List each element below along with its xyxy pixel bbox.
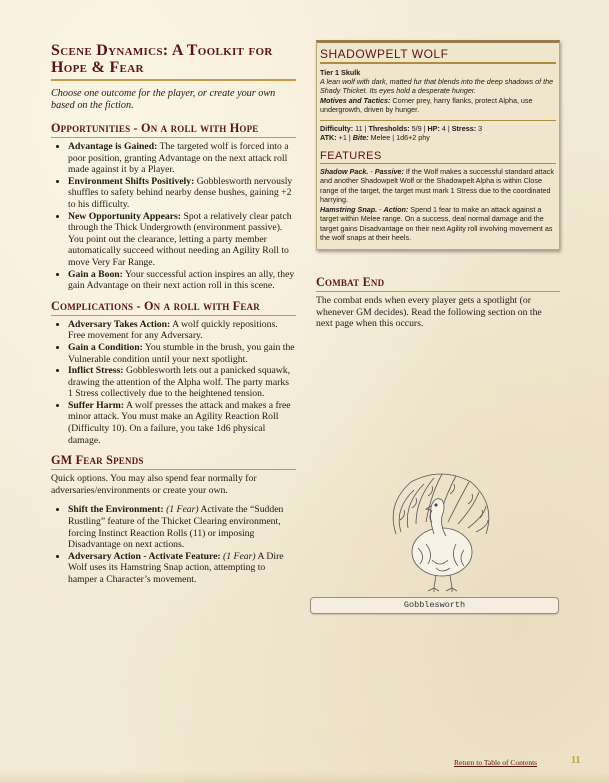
feature-text: Spend 1 fear to make an attack against a target within Melee range. On a success, deal normal damage and the target gains Disadvantage on their next Agility roll involving movement as the wolf snaps at their heels. bbox=[320, 204, 553, 243]
section-divider bbox=[51, 469, 296, 470]
turkey-illustration bbox=[376, 464, 506, 594]
weapon-label: Bite: bbox=[352, 132, 369, 142]
section-divider bbox=[316, 291, 560, 292]
list-item bbox=[68, 504, 296, 550]
features-heading: FEATURES bbox=[320, 149, 382, 162]
item-title: Suffer Harm: bbox=[68, 399, 125, 411]
gm-fear-intro: Quick options. You may also spend fear normally for adversaries/environments or create your own. bbox=[51, 473, 257, 496]
statblock-name: SHADOWPELT WOLF bbox=[320, 47, 449, 61]
list-item bbox=[68, 400, 296, 446]
item-cost: (1 Fear) bbox=[163, 504, 199, 516]
item-text: Activate the “Sudden Rustling” feature of the Thicket Clearing environment, forcing Instinct Reaction Rolls (11) or imposing Disadvantage on next actions. bbox=[68, 504, 284, 551]
figure-caption: Gobblesworth bbox=[310, 597, 559, 614]
title-divider bbox=[51, 79, 296, 81]
feature-sep: - bbox=[368, 166, 375, 176]
weapon-value: Melee | 1d6+2 phy bbox=[368, 132, 430, 142]
motives-text: Corner prey, harry flanks, protect Alpha, use undergrowth, driven by hunger. bbox=[320, 95, 533, 114]
hp-value: 4 | bbox=[439, 123, 452, 133]
motives-label: Motives and Tactics: bbox=[320, 95, 391, 105]
hp-label: HP: bbox=[427, 123, 440, 133]
item-title: Adversary Takes Action: bbox=[68, 318, 171, 330]
statblock-description: A lean wolf with dark, matted fur that blends into the deep shadows of the Shady Thicket. Its eyes hold a desperate hunger. bbox=[320, 76, 554, 95]
intro-text: Choose one outcome for the player, or create your own based on the fiction. bbox=[51, 88, 276, 111]
item-title: Advantage is Gained: bbox=[68, 141, 158, 152]
feature-name: Shadow Pack. bbox=[320, 166, 369, 176]
list-item bbox=[68, 365, 296, 400]
opportunities-heading: Opportunities - On a roll with Hope bbox=[51, 121, 259, 135]
item-title: Gain a Boon: bbox=[68, 268, 123, 280]
complications-heading: Complications - On a roll with Fear bbox=[51, 298, 260, 313]
item-text: Spot a relatively clear patch through the Thick Undergrowth (environment passive). You point out the clearance, letting a party member automatically succeed without needing an Agility Roll to move Very Far Range. bbox=[68, 210, 292, 268]
item-text: A wolf presses the attack and makes a free minor attack. You must make an Agility Reaction Roll (Difficulty 10). On a failure, you take 1d6 physical damage. bbox=[68, 399, 291, 446]
combat-end-section bbox=[316, 276, 560, 330]
list-item bbox=[68, 551, 296, 586]
section-divider bbox=[51, 137, 296, 138]
list-item bbox=[68, 141, 296, 176]
item-title: Shift the Environment: bbox=[68, 504, 164, 516]
item-text: A Dire Wolf uses its Hamstring Snap action, attempting to hamper a Character’s movement. bbox=[68, 550, 284, 585]
item-cost: (1 Fear) bbox=[220, 550, 256, 562]
gm-fear-list bbox=[51, 504, 296, 585]
atk-label: ATK: bbox=[320, 132, 337, 142]
item-title: Adversary Action - Activate Feature: bbox=[68, 550, 221, 562]
combat-end-heading: Combat End bbox=[316, 274, 385, 289]
statblock bbox=[316, 40, 560, 250]
table-of-contents-link[interactable]: Return to Table of Contents bbox=[454, 758, 538, 767]
thresholds-label: Thresholds: bbox=[368, 123, 410, 133]
item-title: Inflict Stress: bbox=[68, 365, 124, 377]
item-title: Gain a Condition: bbox=[68, 341, 143, 353]
feature-item bbox=[320, 167, 556, 205]
item-text: You stumble in the brush, you gain the Vulnerable condition until your next spotlight. bbox=[68, 341, 295, 365]
feature-kind: Passive: bbox=[374, 166, 404, 176]
difficulty-label: Difficulty: bbox=[320, 123, 354, 133]
stress-value: 3 bbox=[476, 123, 483, 133]
list-item bbox=[68, 176, 296, 211]
feature-item bbox=[320, 205, 556, 243]
complications-list bbox=[51, 319, 296, 447]
feature-sep: - bbox=[377, 204, 384, 214]
turkey-icon bbox=[376, 464, 506, 594]
section-divider bbox=[51, 315, 296, 316]
stress-label: Stress: bbox=[451, 123, 477, 133]
list-item bbox=[68, 342, 296, 365]
statblock-tier: Tier 1 Skulk bbox=[320, 67, 361, 77]
list-item bbox=[68, 319, 296, 342]
list-item bbox=[68, 211, 296, 269]
difficulty-value: 11 | bbox=[353, 123, 369, 133]
page-title: Scene Dynamics: A Toolkit for Hope & Fear bbox=[51, 42, 273, 76]
item-text: Gobblesworth lets out a panicked squawk, drawing the attention of the Alpha wolf. The party marks 1 Stress collectively due to the heightened tension. bbox=[68, 365, 291, 400]
feature-text: If the Wolf makes a successful standard attack and another Shadowpelt Wolf or the Shadowpelt Alpha is within Close range of the target, the target must mark 1 Stress due to the coordinated harrying. bbox=[320, 166, 554, 205]
thresholds-value: 5/9 | bbox=[409, 123, 428, 133]
feature-kind: Action: bbox=[383, 204, 409, 214]
opportunities-list bbox=[51, 141, 296, 292]
item-title: Environment Shifts Positively: bbox=[68, 175, 195, 187]
item-title: New Opportunity Appears: bbox=[68, 210, 182, 222]
item-text: A wolf quickly repositions. Free movement for any Adversary. bbox=[68, 318, 278, 342]
list-item bbox=[68, 269, 296, 292]
feature-name: Hamstring Snap. bbox=[320, 204, 378, 214]
statblock-stats bbox=[320, 124, 556, 142]
item-text: Gobblesworth nervously shuffles to safety behind nearby dense bushes, gaining +2 to his difficulty. bbox=[68, 175, 293, 210]
combat-end-text: The combat ends when every player gets a spotlight (or whenever GM decides). Read the following section on the next page when this occurs. bbox=[316, 294, 542, 330]
page-bottom-border bbox=[0, 771, 609, 783]
statblock-motives bbox=[320, 96, 556, 115]
atk-value: +1 | bbox=[336, 132, 353, 142]
item-text: The targeted wolf is forced into a poor position, granting Advantage on the next attack roll made against it by a Player. bbox=[68, 141, 289, 176]
features-divider bbox=[320, 163, 556, 164]
statblock-divider bbox=[320, 120, 556, 121]
left-column bbox=[51, 42, 296, 594]
gm-fear-heading: GM Fear Spends bbox=[51, 453, 144, 468]
statblock-divider bbox=[320, 62, 556, 64]
page-number: 11 bbox=[571, 755, 581, 766]
item-text: Your successful action inspires an ally, they gain Advantage on their next action roll in this scene. bbox=[68, 268, 295, 292]
right-column bbox=[316, 40, 560, 338]
